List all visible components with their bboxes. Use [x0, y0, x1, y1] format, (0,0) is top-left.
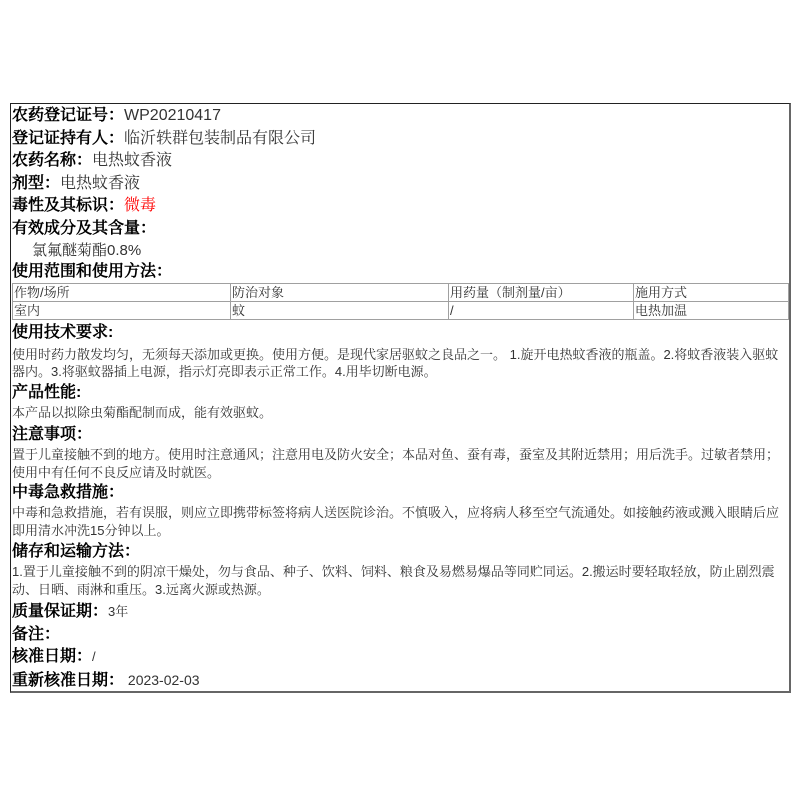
field-label: 剂型：	[12, 174, 61, 192]
field-label: 农药登记证号：	[12, 107, 125, 124]
toxicity-value: 微毒	[124, 197, 157, 215]
field-value: 2023-02-03	[124, 671, 200, 688]
field-formulation	[12, 173, 789, 196]
table-header-cell: 防治对象	[231, 283, 449, 301]
field-label: 备注：	[12, 625, 61, 643]
field-toxicity	[12, 195, 789, 218]
field-value: /	[92, 649, 96, 665]
field-label: 农药名称：	[12, 152, 93, 170]
table-header-cell: 作物/场所	[13, 283, 231, 301]
usage-table	[12, 283, 789, 320]
field-value: 3年	[108, 604, 129, 620]
field-active-ingredients	[12, 218, 789, 241]
field-value: 临沂轶群包装制品有限公司	[124, 129, 317, 147]
field-registration-holder	[12, 128, 789, 151]
table-cell: 蚊	[231, 301, 449, 319]
field-label: 登记证持有人：	[12, 129, 125, 147]
table-cell: 室内	[13, 301, 231, 319]
table-row	[13, 301, 789, 319]
field-remarks	[12, 624, 789, 647]
field-label: 有效成分及其含量：	[12, 219, 157, 237]
field-value: WP20210417	[124, 107, 221, 124]
table-cell: /	[449, 301, 634, 319]
field-label: 重新核准日期：	[12, 671, 125, 689]
usage-heading: 使用范围和使用方法：	[12, 262, 173, 280]
section-title-product-performance: 产品性能:	[12, 383, 82, 401]
field-approval-date	[12, 646, 789, 669]
table-header-cell: 用药量（制剂量/亩）	[449, 283, 634, 301]
field-label: 质量保证期：	[12, 603, 109, 621]
section-title-storage-transport: 储存和运输方法：	[12, 543, 141, 561]
section-title-first-aid: 中毒急救措施：	[12, 484, 125, 502]
section-body-technical-requirements: 使用时药力散发均匀，无须每天添加或更换。使用方便。是现代家居驱蚊之良品之一。 1.旋开电热蚊香液的瓶盖。2.将蚊香液装入驱蚊器内。3.将驱蚊器插上电源，指示灯亮即表示正常工作。4.用毕切断电源。	[12, 346, 779, 380]
section-body-precautions: 置于儿童接触不到的地方。使用时注意通风；注意用电及防火安全；本品对鱼、蚕有毒，蚕室及其附近禁用；用后洗手。过敏者禁用；使用中有任何不良反应请及时就医。	[12, 447, 780, 480]
field-registration-number	[12, 105, 789, 128]
field-reapproval-date	[12, 669, 789, 692]
field-value: 电热蚊香液	[60, 174, 141, 192]
table-cell: 电热加温	[634, 301, 789, 319]
section-title-technical-requirements: 使用技术要求:	[12, 323, 114, 341]
field-value: 电热蚊香液	[92, 152, 173, 170]
section-title-precautions: 注意事项：	[12, 426, 93, 444]
field-label: 核准日期：	[12, 648, 93, 666]
pesticide-registration-panel	[10, 103, 791, 693]
table-header-cell: 施用方式	[634, 283, 789, 301]
section-body-storage-transport: 1.置于儿童接触不到的阴凉干燥处，勿与食品、种子、饮料、饲料、粮食及易燃易爆品等同贮同运。2.搬运时要轻取轻放，防止剧烈震动、日晒、雨淋和重压。3.远离火源或热源。	[12, 564, 775, 597]
active-ingredient-item: 氯氟醚菊酯0.8%	[32, 241, 142, 259]
field-label: 毒性及其标识：	[12, 197, 125, 215]
field-pesticide-name	[12, 150, 789, 173]
field-shelf-life	[12, 601, 789, 624]
section-body-product-performance: 本产品以拟除虫菊酯配制而成，能有效驱蚊。	[12, 404, 273, 420]
table-header-row	[13, 283, 789, 301]
section-body-first-aid: 中毒和急救措施，若有误服，则应立即携带标签将病人送医院诊治。不慎吸入，应将病人移至空气流通处。如接触药液或溅入眼睛后应即用清水冲洗15分钟以上。	[12, 505, 780, 538]
